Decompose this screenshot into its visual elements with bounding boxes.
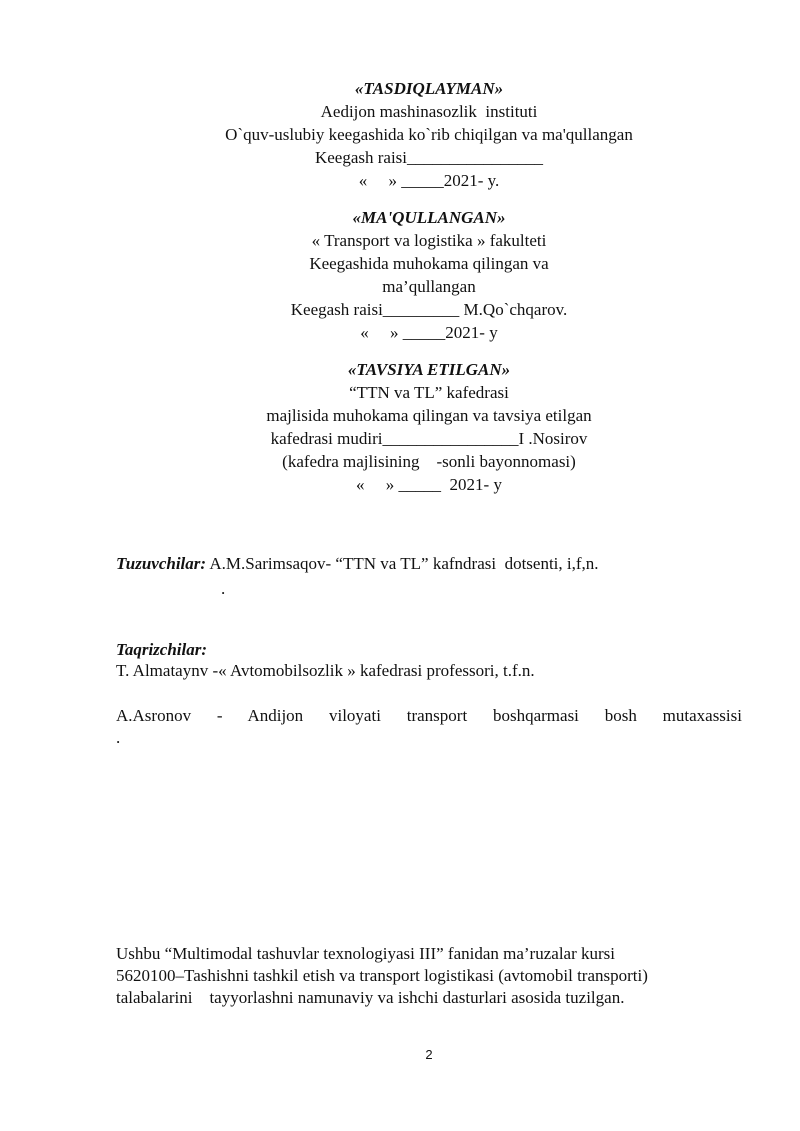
reviewer-dot: . (116, 728, 121, 747)
block-line: Keegash raisi________________ (314, 148, 544, 167)
block-line: Keegash raisi_________ M.Qo`chqarov. (290, 300, 568, 319)
authors-text: A.M.Sarimsaqov- “TTN va TL” kafndrasi dotsenti, i,f,n. (206, 554, 599, 573)
block-line: « » _____ 2021- y (356, 475, 502, 494)
reviewers-label (116, 639, 742, 660)
block-line: ma’qullangan (382, 277, 476, 296)
description-line: 5620100–Tashishni tashkil etish va transport logistikasi (avtomobil transporti) (116, 966, 648, 985)
approval-block-tavsiya (0, 358, 800, 496)
reviewer-line-2-text: A.Asronov - Andijon viloyati transport boshqarmasi bosh mutaxassisi (116, 706, 742, 725)
block-line: Keegashida muhokama qilingan va (309, 254, 549, 273)
block-line: « Transport va logistika » fakulteti (311, 231, 547, 250)
block-line: Aedijon mashinasozlik instituti (320, 102, 538, 121)
block-line: (kafedra majlisining -sonli bayonnomasi) (282, 452, 576, 471)
authors-dot: . (221, 579, 226, 598)
reviewer-line-1: T. Almataynv -« Avtomobilsozlik » kafedrasi professori, t.f.n. (116, 661, 535, 680)
block-heading: «MA'QULLANGAN» (352, 208, 506, 227)
reviewer-line-2 (116, 705, 742, 726)
block-line: O`quv-uslubiy keegashida ko`rib chiqilgan va ma'qullangan (225, 125, 633, 144)
authors-label: Tuzuvchilar: (116, 554, 207, 573)
approval-block-maqullangan (0, 206, 800, 344)
reviewers-label-text: Taqrizchilar: (116, 640, 208, 659)
block-line: majlisida muhokama qilingan va tavsiya etilgan (266, 406, 592, 425)
approval-block-tasdiqlayman (0, 77, 800, 192)
block-line: « » _____2021- y (360, 323, 498, 342)
authors-section (116, 553, 742, 574)
description-paragraph (116, 943, 756, 1009)
block-line: kafedrasi mudiri________________I .Nosirov (270, 429, 588, 448)
block-line: « » _____2021- y. (358, 171, 500, 190)
page-number: 2 (425, 1047, 433, 1062)
description-line: Ushbu “Multimodal tashuvlar texnologiyasi III” fanidan ma’ruzalar kursi (116, 944, 615, 963)
block-heading: «TASDIQLAYMAN» (354, 79, 504, 98)
block-line: “TTN va TL” kafedrasi (349, 383, 509, 402)
description-line: talabalarini tayyorlashni namunaviy va ishchi dasturlari asosida tuzilgan. (116, 988, 625, 1007)
block-heading: «TAVSIYA ETILGAN» (347, 360, 511, 379)
